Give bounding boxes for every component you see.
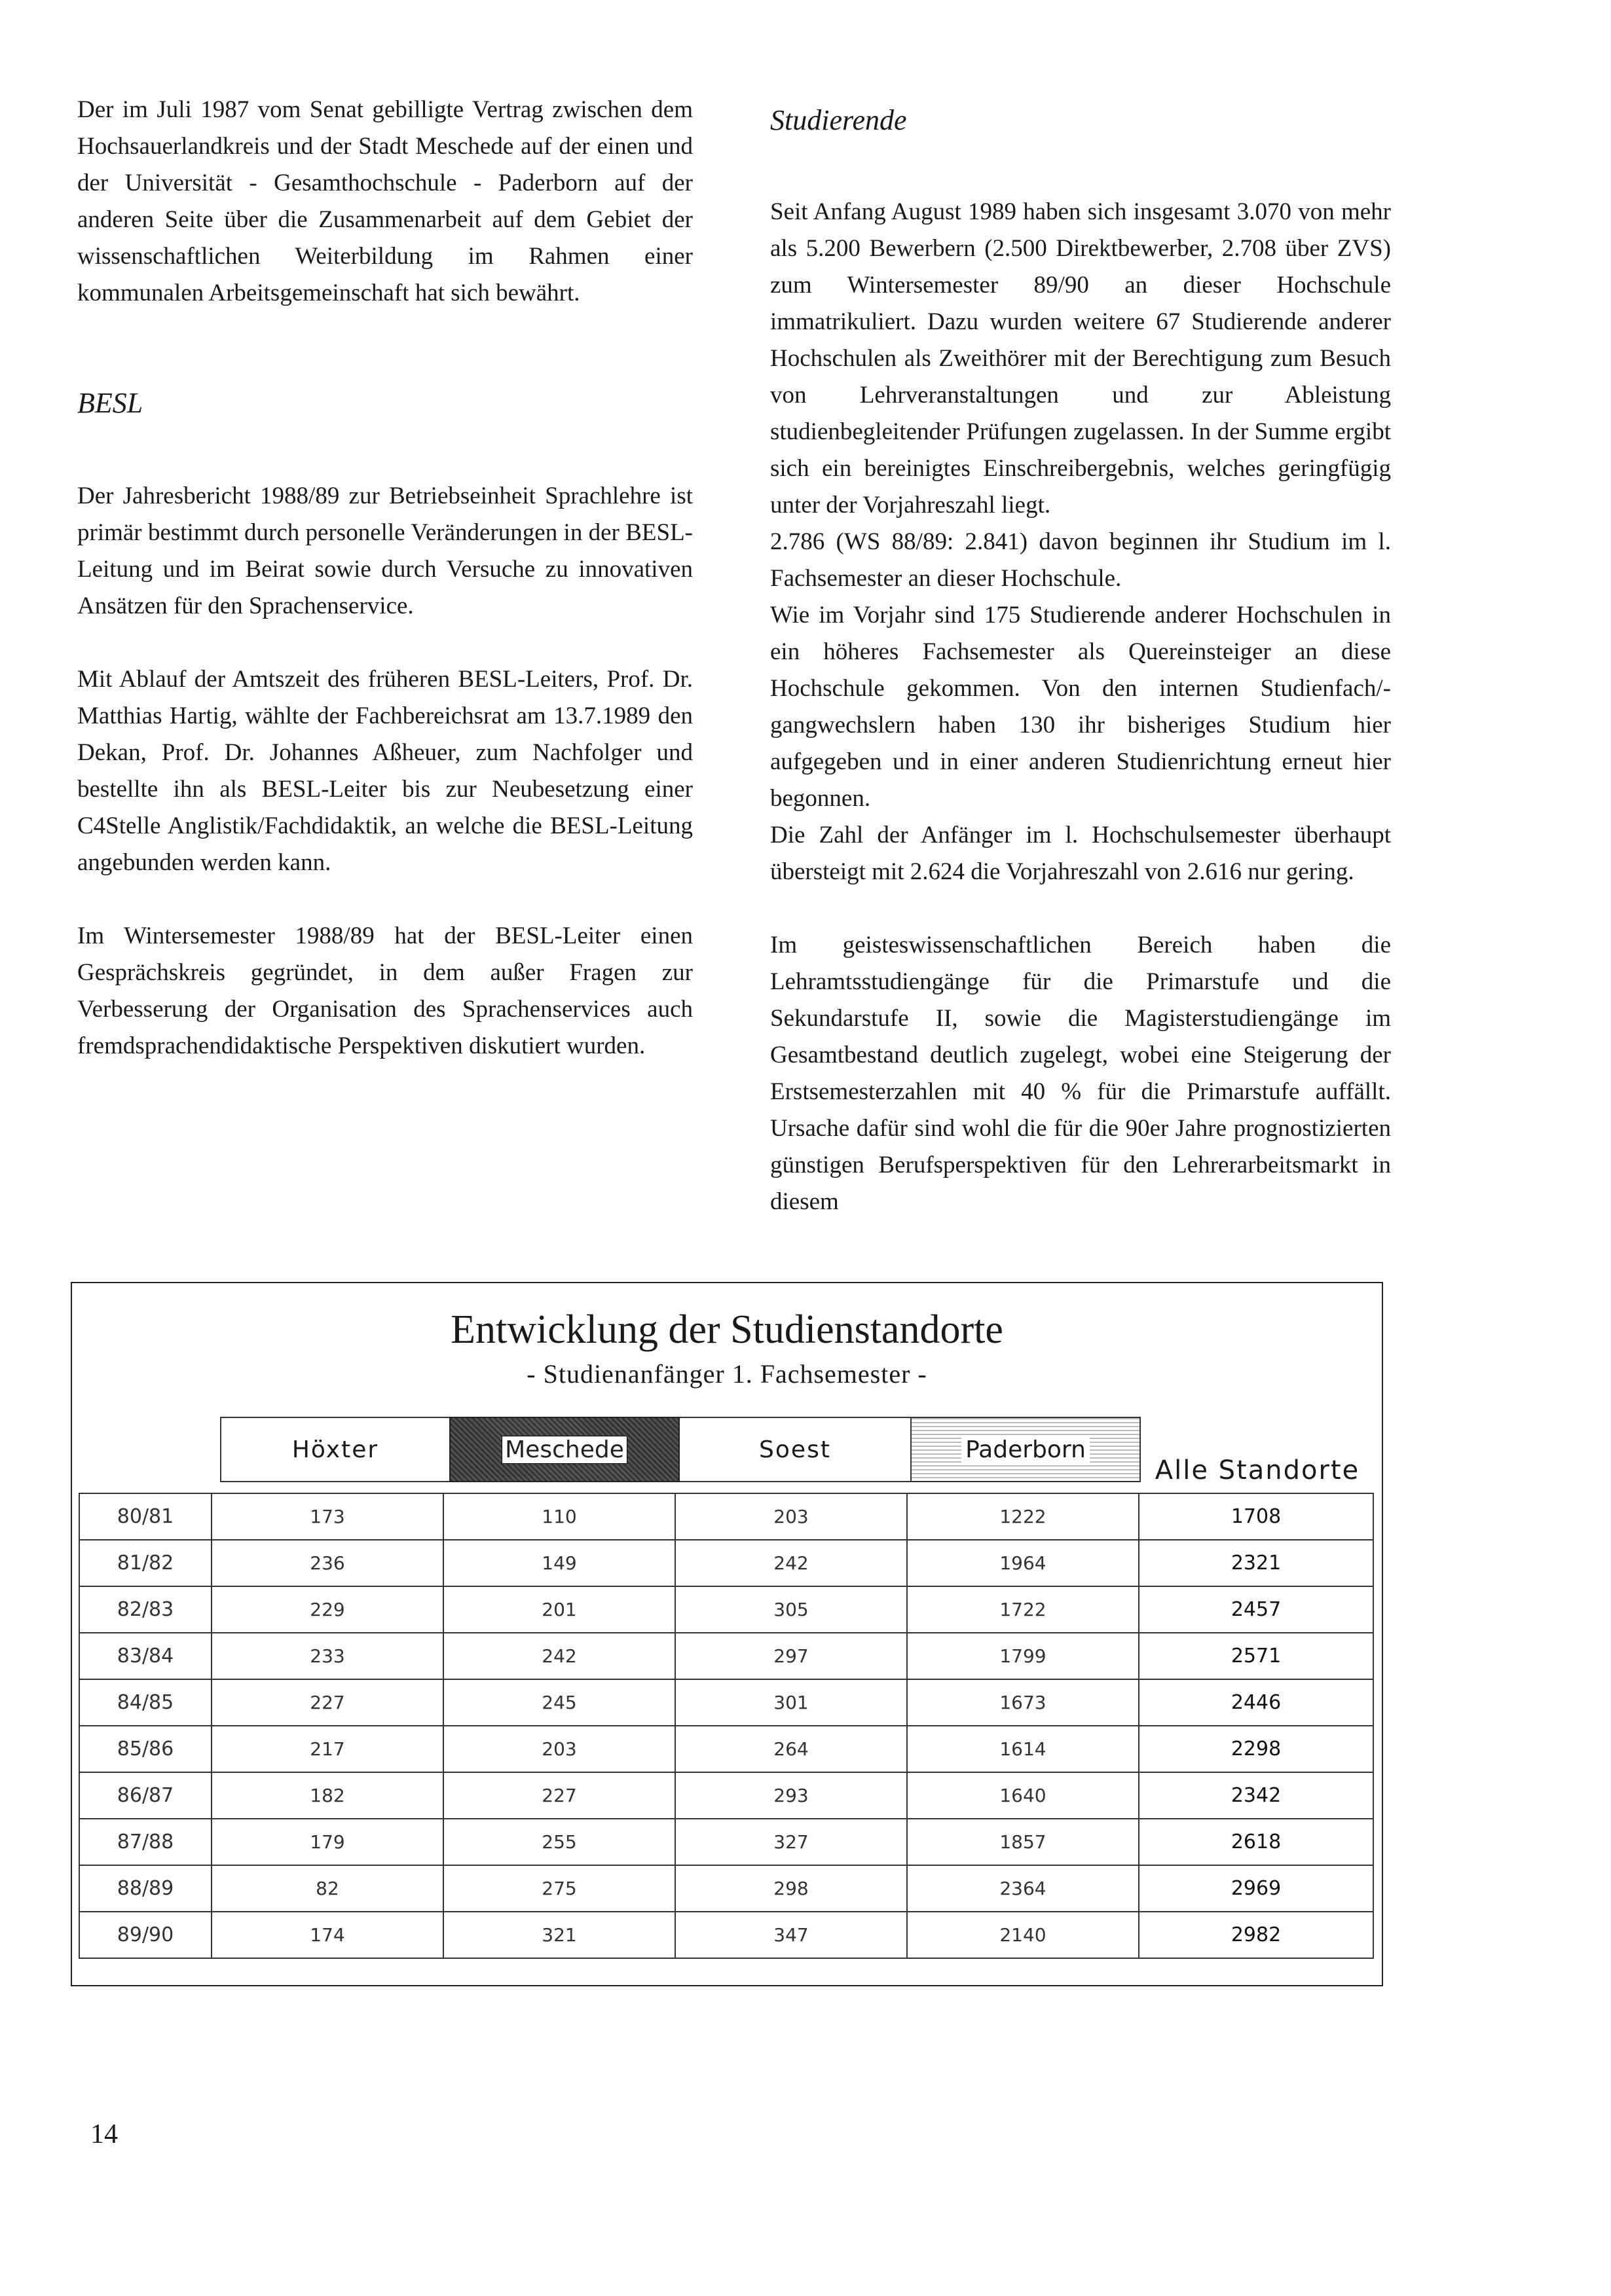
year-cell: 84/85 bbox=[79, 1679, 212, 1726]
value-cell: 227 bbox=[212, 1679, 443, 1726]
table-row bbox=[79, 1726, 1373, 1772]
figure-title: Entwicklung der Studienstandorte bbox=[451, 1307, 1003, 1352]
total-cell: 2618 bbox=[1139, 1819, 1373, 1865]
column-header-paderborn bbox=[910, 1417, 1141, 1482]
besl-heading: BESL bbox=[77, 387, 143, 419]
value-cell: 1799 bbox=[907, 1633, 1139, 1679]
year-cell: 83/84 bbox=[79, 1633, 212, 1679]
value-cell: 229 bbox=[212, 1586, 443, 1633]
value-cell: 110 bbox=[443, 1493, 675, 1540]
value-cell: 203 bbox=[675, 1493, 907, 1540]
value-cell: 245 bbox=[443, 1679, 675, 1726]
total-cell: 2298 bbox=[1139, 1726, 1373, 1772]
value-cell: 201 bbox=[443, 1586, 675, 1633]
total-cell: 2446 bbox=[1139, 1679, 1373, 1726]
standorte-table bbox=[79, 1493, 1374, 1959]
besl-paragraph-1: Der Jahresbericht 1988/89 zur Betriebseinheit Sprachlehre ist primär bestimmt durch personelle Veränderungen in der BESL-Leitung und im Beirat sowie durch Versuche zu innovativen Ansätzen für den Sprachenservice. bbox=[77, 483, 693, 619]
value-cell: 242 bbox=[675, 1540, 907, 1586]
value-cell: 297 bbox=[675, 1633, 907, 1679]
right-column bbox=[770, 92, 1391, 1220]
table-row bbox=[79, 1679, 1373, 1726]
page-number: 14 bbox=[90, 2119, 118, 2149]
value-cell: 217 bbox=[212, 1726, 443, 1772]
value-cell: 327 bbox=[675, 1819, 907, 1865]
value-cell: 2140 bbox=[907, 1912, 1139, 1958]
total-cell: 2982 bbox=[1139, 1912, 1373, 1958]
table-row bbox=[79, 1633, 1373, 1679]
value-cell: 1964 bbox=[907, 1540, 1139, 1586]
value-cell: 242 bbox=[443, 1633, 675, 1679]
studierende-line-2: 2.786 (WS 88/89: 2.841) davon beginnen ihr Studium im l. Fachsemester an dieser Hochschule. bbox=[770, 528, 1391, 592]
table-row bbox=[79, 1540, 1373, 1586]
value-cell: 82 bbox=[212, 1865, 443, 1912]
studienstandorte-figure bbox=[71, 1282, 1383, 1986]
value-cell: 264 bbox=[675, 1726, 907, 1772]
studierende-paragraph-2: Im geisteswissenschaftlichen Bereich haben die Lehramtsstudiengänge für die Primarstufe und die Sekundarstufe II, sowie die Magisterstudiengänge im Gesamtbestand deutlich zugelegt, wobei eine Steigerung der Erstsemesterzahlen mit 40 % für die Primarstufe auffällt. Ursache dafür sind wohl die für die 90er Jahre prognostizierten günstigen Berufsperspektiven für den Lehrerarbeitsmarkt in diesem bbox=[770, 932, 1391, 1215]
total-cell: 2321 bbox=[1139, 1540, 1373, 1586]
value-cell: 305 bbox=[675, 1586, 907, 1633]
column-header-alle-standorte: Alle Standorte bbox=[1155, 1455, 1360, 1485]
value-cell: 347 bbox=[675, 1912, 907, 1958]
value-cell: 1673 bbox=[907, 1679, 1139, 1726]
year-cell: 82/83 bbox=[79, 1586, 212, 1633]
column-header-soest: Soest bbox=[680, 1417, 910, 1482]
total-cell: 2342 bbox=[1139, 1772, 1373, 1819]
year-cell: 80/81 bbox=[79, 1493, 212, 1540]
studierende-heading: Studierende bbox=[770, 104, 907, 136]
studierende-line-4: Die Zahl der Anfänger im l. Hochschulsemester überhaupt übersteigt mit 2.624 die Vorjahreszahl von 2.616 nur gering. bbox=[770, 822, 1391, 885]
table-row bbox=[79, 1493, 1373, 1540]
year-cell: 88/89 bbox=[79, 1865, 212, 1912]
column-header-meschede-label: Meschede bbox=[502, 1436, 627, 1464]
total-cell: 2969 bbox=[1139, 1865, 1373, 1912]
value-cell: 255 bbox=[443, 1819, 675, 1865]
value-cell: 203 bbox=[443, 1726, 675, 1772]
total-cell: 2457 bbox=[1139, 1586, 1373, 1633]
left-column bbox=[77, 92, 693, 1065]
besl-paragraph-2: Mit Ablauf der Amtszeit des früheren BESL-Leiters, Prof. Dr. Matthias Hartig, wählte der Fachbereichsrat am 13.7.1989 den Dekan, Prof. Dr. Johannes Aßheuer, zum Nachfolger und bestellte ihn als BESL-Leiter bis zur Neubesetzung einer C4Stelle Anglistik/Fachdidaktik, an welche die BESL-Leitung angebunden werden kann. bbox=[77, 666, 693, 876]
value-cell: 298 bbox=[675, 1865, 907, 1912]
value-cell: 275 bbox=[443, 1865, 675, 1912]
table-row bbox=[79, 1912, 1373, 1958]
value-cell: 179 bbox=[212, 1819, 443, 1865]
column-header-hoexter: Höxter bbox=[220, 1417, 449, 1482]
table-row bbox=[79, 1586, 1373, 1633]
column-header-paderborn-label: Paderborn bbox=[961, 1436, 1090, 1463]
value-cell: 1857 bbox=[907, 1819, 1139, 1865]
year-cell: 89/90 bbox=[79, 1912, 212, 1958]
value-cell: 227 bbox=[443, 1772, 675, 1819]
table-row bbox=[79, 1819, 1373, 1865]
year-cell: 87/88 bbox=[79, 1819, 212, 1865]
value-cell: 173 bbox=[212, 1493, 443, 1540]
year-cell: 81/82 bbox=[79, 1540, 212, 1586]
value-cell: 1222 bbox=[907, 1493, 1139, 1540]
column-header-meschede bbox=[449, 1417, 680, 1482]
year-cell: 86/87 bbox=[79, 1772, 212, 1819]
intro-paragraph: Der im Juli 1987 vom Senat gebilligte Vertrag zwischen dem Hochsauerlandkreis und der Stadt Meschede auf der einen und der Universität - Gesamthochschule - Paderborn auf der anderen Seite über die Zusammenarbeit auf dem Gebiet der wissenschaftlichen Weiterbildung im Rahmen einer kommunalen Arbeitsgemeinschaft hat sich bewährt. bbox=[77, 96, 693, 306]
total-cell: 2571 bbox=[1139, 1633, 1373, 1679]
value-cell: 2364 bbox=[907, 1865, 1139, 1912]
value-cell: 236 bbox=[212, 1540, 443, 1586]
value-cell: 1614 bbox=[907, 1726, 1139, 1772]
value-cell: 174 bbox=[212, 1912, 443, 1958]
besl-paragraph-3: Im Wintersemester 1988/89 hat der BESL-Leiter einen Gesprächskreis gegründet, in dem außer Fragen zur Verbesserung der Organisation des Sprachenservices auch fremdsprachendidaktische Perspektiven diskutiert wurden. bbox=[77, 922, 693, 1059]
studierende-paragraph-1: Seit Anfang August 1989 haben sich insgesamt 3.070 von mehr als 5.200 Bewerbern (2.500 Direktbewerber, 2.708 über ZVS) zum Wintersemester 89/90 an dieser Hochschule immatrikuliert. Dazu wurden weitere 67 Studierende anderer Hochschulen als Zweithörer mit der Berechtigung zum Besuch von Lehrveranstaltungen und zur Ableistung studienbegleitender Prüfungen zugelassen. In der Summe ergibt sich ein bereinigtes Einschreibergebnis, welches geringfügig unter der Vorjahreszahl liegt. bbox=[770, 198, 1391, 519]
studierende-line-3: Wie im Vorjahr sind 175 Studierende anderer Hochschulen in ein höheres Fachsemester als Quereinsteiger an diese Hochschule gekommen. Von den internen Studienfach/-gangwechslern haben 130 ihr bisheriges Studium hier aufgegeben und in einer anderen Studienrichtung erneut hier begonnen. bbox=[770, 602, 1391, 812]
value-cell: 1640 bbox=[907, 1772, 1139, 1819]
table-row bbox=[79, 1865, 1373, 1912]
year-cell: 85/86 bbox=[79, 1726, 212, 1772]
value-cell: 1722 bbox=[907, 1586, 1139, 1633]
value-cell: 233 bbox=[212, 1633, 443, 1679]
value-cell: 293 bbox=[675, 1772, 907, 1819]
total-cell: 1708 bbox=[1139, 1493, 1373, 1540]
value-cell: 149 bbox=[443, 1540, 675, 1586]
table-row bbox=[79, 1772, 1373, 1819]
value-cell: 301 bbox=[675, 1679, 907, 1726]
value-cell: 321 bbox=[443, 1912, 675, 1958]
value-cell: 182 bbox=[212, 1772, 443, 1819]
figure-subtitle: - Studienanfänger 1. Fachsemester - bbox=[527, 1359, 927, 1389]
